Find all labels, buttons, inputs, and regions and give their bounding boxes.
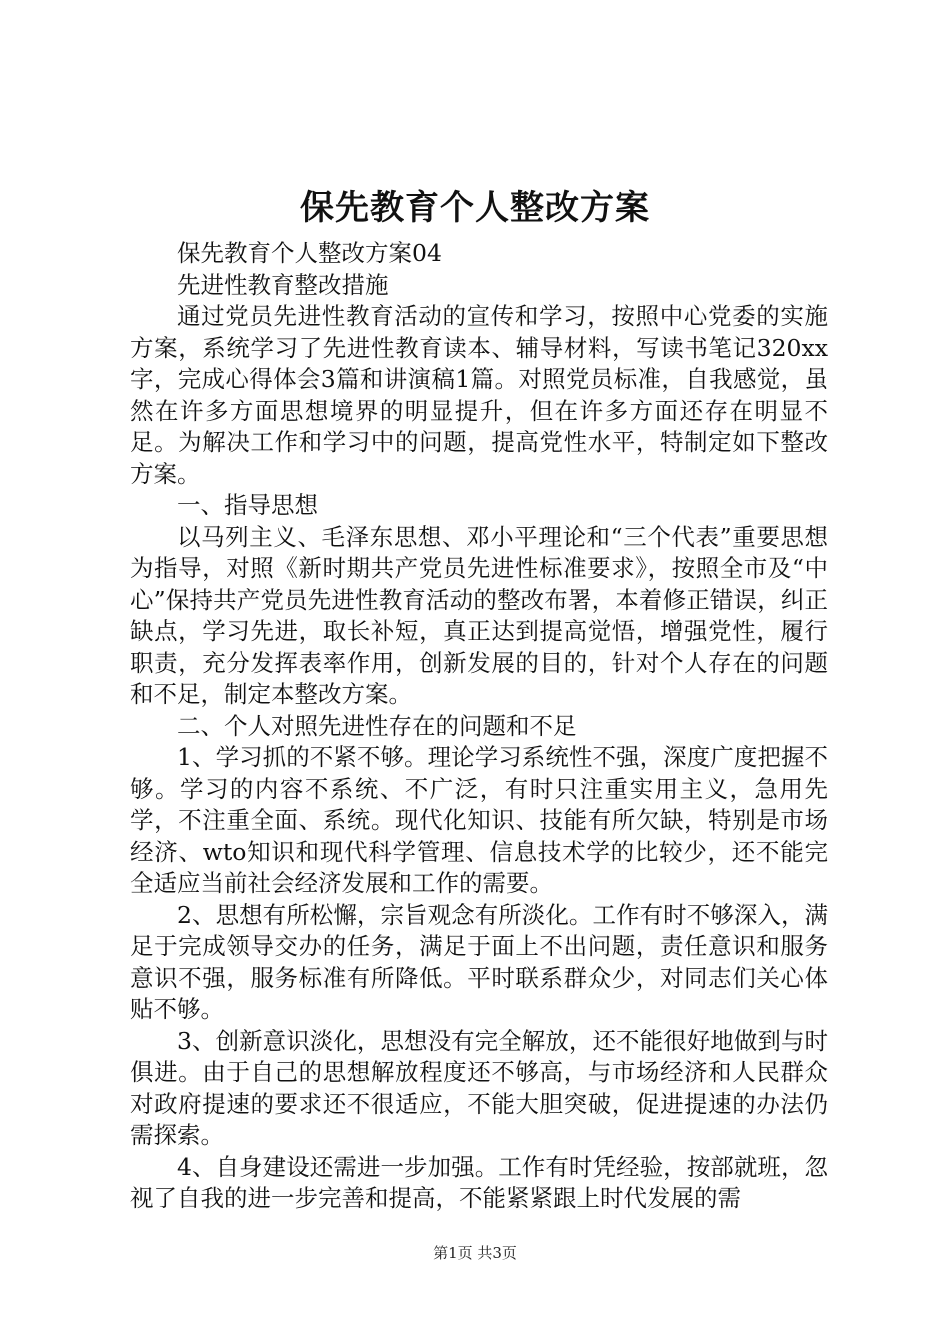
paragraph-heading-measures: 先进性教育整改措施: [177, 270, 389, 299]
document-body: [130, 238, 828, 1215]
paragraph-problem-1: 1、学习抓的不紧不够。理论学习系统性不强，深度广度把握不够。学习的内容不系统、不广泛，有时只注重实用主义，急用先学，不注重全面、系统。现代化知识、技能有所欠缺，特别是市场经济、wto知识和现代科学管理、信息技术学的比较少，还不能完全适应当前社会经济发展和工作的需要。: [130, 743, 828, 897]
page-number-footer: 第1页 共3页: [433, 1244, 517, 1262]
section-heading-guiding-thought: 一、指导思想: [177, 491, 318, 519]
section-heading-problems: 二、个人对照先进性存在的问题和不足: [177, 711, 577, 740]
document-title: 保先教育个人整改方案: [300, 188, 650, 228]
paragraph-intro: 通过党员先进性教育活动的宣传和学习，按照中心党委的实施方案，系统学习了先进性教育读本、辅导材料，写读书笔记320xx字，完成心得体会3篇和讲演稿1篇。对照党员标准，自我感觉，虽然在许多方面思想境界的明显提升，但在许多方面还存在明显不足。为解决工作和学习中的问题，提高党性水平，特制定如下整改方案。: [130, 302, 828, 488]
paragraph-problem-4: 4、自身建设还需进一步加强。工作有时凭经验，按部就班，忽视了自我的进一步完善和提高，不能紧紧跟上时代发展的需: [130, 1152, 828, 1212]
paragraph-problem-3: 3、创新意识淡化，思想没有完全解放，还不能很好地做到与时俱进。由于自己的思想解放程度还不够高，与市场经济和人民群众对政府提速的要求还不很适应，不能大胆突破，促进提速的办法仍需探索。: [130, 1026, 828, 1149]
paragraph-problem-2: 2、思想有所松懈，宗旨观念有所淡化。工作有时不够深入，满足于完成领导交办的任务，满足于面上不出问题，责任意识和服务意识不强，服务标准有所降低。平时联系群众少，对同志们关心体贴不够。: [130, 900, 828, 1023]
paragraph-subtitle: 保先教育个人整改方案04: [177, 239, 442, 267]
paragraph-guiding-thought: 以马列主义、毛泽东思想、邓小平理论和“三个代表”重要思想为指导，对照《新时期共产党员先进性标准要求》，按照全市及“中心”保持共产党员先进性教育活动的整改布署，本着修正错误，纠正缺点，学习先进，取长补短，真正达到提高觉悟，增强党性，履行职责，充分发挥表率作用，创新发展的目的，针对个人存在的问题和不足，制定本整改方案。: [130, 522, 828, 708]
